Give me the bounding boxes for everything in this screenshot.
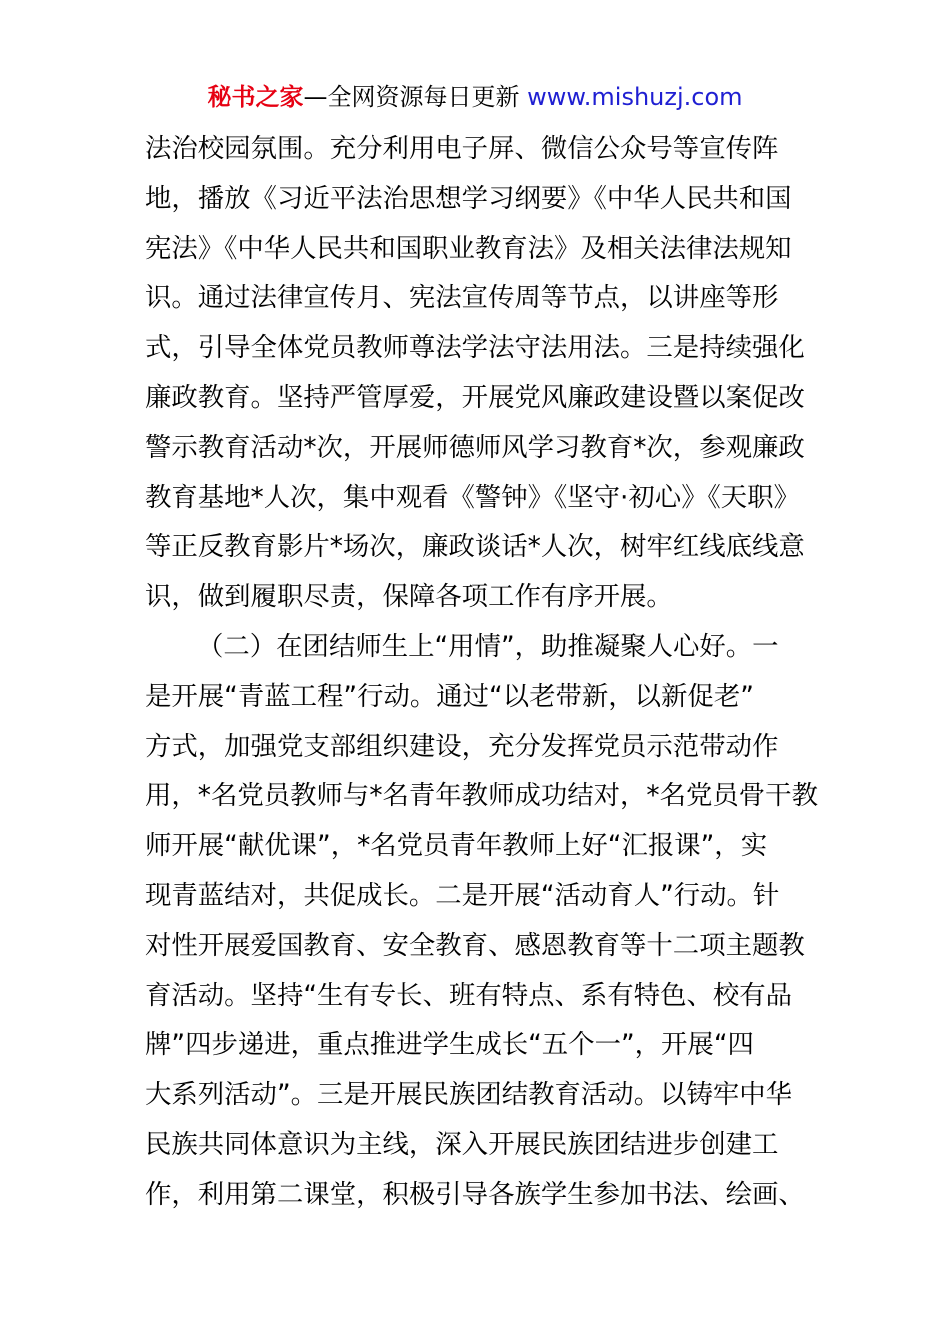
site-tagline: —全网资源每日更新 bbox=[303, 83, 528, 111]
text-line: 用，*名党员教师与*名青年教师成功结对，*名党员骨干教 bbox=[145, 780, 818, 812]
text-line: 对性开展爱国教育、安全教育、感恩教育等十二项主题教 bbox=[145, 929, 805, 961]
text-line: 警示教育活动*次，开展师德师风学习教育*次，参观廉政 bbox=[145, 431, 805, 463]
text-line: 识。通过法律宣传月、宪法宣传周等节点，以讲座等形 bbox=[145, 282, 779, 314]
text-line: 识，做到履职尽责，保障各项工作有序开展。 bbox=[145, 581, 673, 613]
text-line: 民族共同体意识为主线，深入开展民族团结进步创建工 bbox=[145, 1128, 779, 1160]
text-line: 廉政教育。坚持严管厚爱，开展党风廉政建设暨以案促改 bbox=[145, 381, 805, 413]
text-line: 作，利用第二课堂，积极引导各族学生参加书法、绘画、 bbox=[145, 1178, 805, 1210]
document-body bbox=[145, 124, 818, 1220]
text-line: 地，播放《习近平法治思想学习纲要》《中华人民共和国 bbox=[145, 182, 792, 214]
text-line: 宪法》《中华人民共和国职业教育法》及相关法律法规知 bbox=[145, 232, 792, 264]
paragraph-start-line: （二）在团结师生上“用情”，助推凝聚人心好。一 bbox=[197, 630, 779, 662]
text-line: 法治校园氛围。充分利用电子屏、微信公众号等宣传阵 bbox=[145, 133, 779, 164]
text-line: 式，引导全体党员教师尊法学法守法用法。三是持续强化 bbox=[145, 332, 805, 364]
text-line: 是开展“青蓝工程”行动。通过“以老带新，以新促老” bbox=[145, 680, 754, 712]
site-brand: 秘书之家 bbox=[207, 83, 304, 111]
text-line: 现青蓝结对，共促成长。二是开展“活动育人”行动。针 bbox=[145, 879, 780, 911]
page-header bbox=[0, 80, 950, 114]
text-line: 大系列活动”。三是开展民族团结教育活动。以铸牢中华 bbox=[145, 1079, 793, 1111]
text-line: 师开展“献优课”，*名党员青年教师上好“汇报课”，实 bbox=[145, 830, 768, 862]
site-url-link[interactable]: www.mishuzj.com bbox=[527, 83, 743, 111]
text-line: 等正反教育影片*场次，廉政谈话*人次，树牢红线底线意 bbox=[145, 531, 805, 563]
text-line: 方式，加强党支部组织建设，充分发挥党员示范带动作 bbox=[145, 730, 779, 762]
text-line: 教育基地*人次，集中观看《警钟》《坚守·初心》《天职》 bbox=[145, 481, 800, 513]
text-line: 牌”四步递进，重点推进学生成长“五个一”，开展“四 bbox=[145, 1029, 754, 1061]
text-line: 育活动。坚持“生有专长、班有特点、系有特色、校有品 bbox=[145, 979, 793, 1011]
